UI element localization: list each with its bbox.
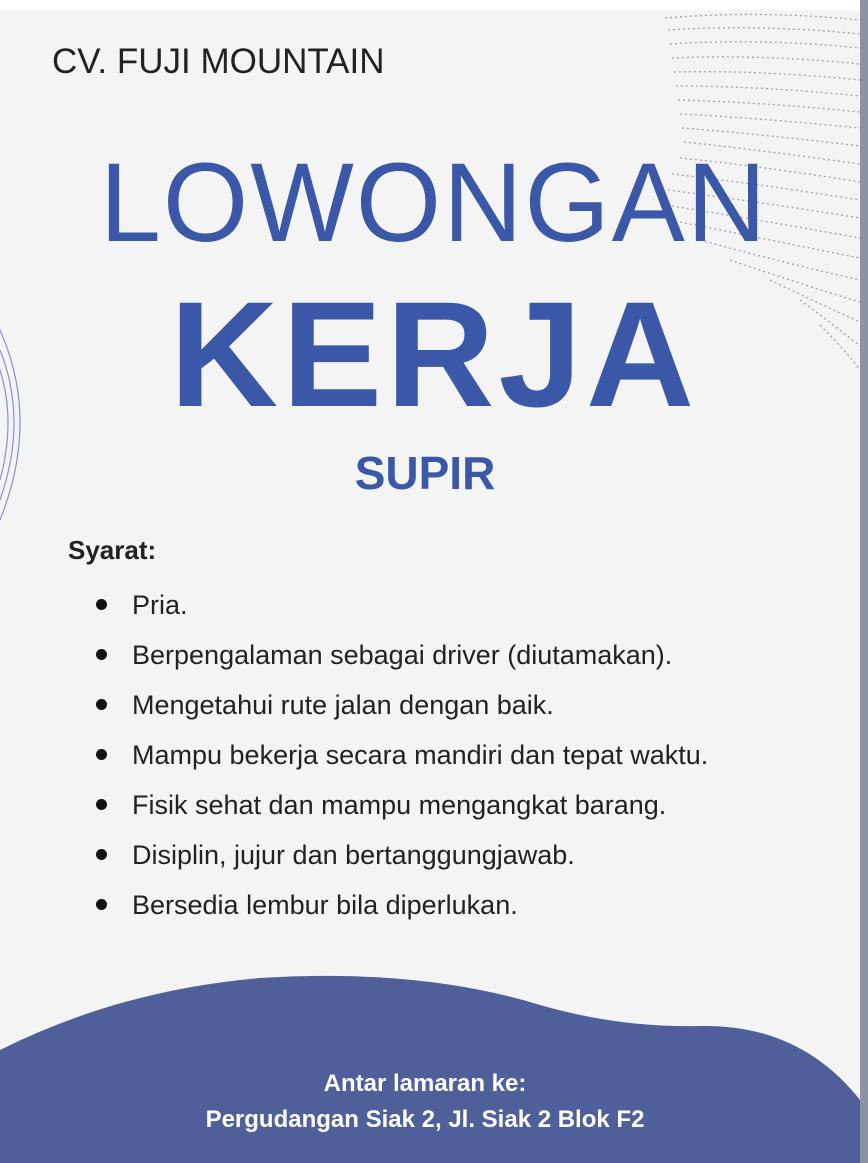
bullet-icon: [96, 699, 107, 710]
requirement-text: Fisik sehat dan mampu mengangkat barang.: [132, 790, 667, 820]
requirements-list: [100, 585, 708, 935]
requirements-heading: Syarat:: [68, 535, 157, 565]
list-item: [100, 735, 708, 785]
requirement-text: Mengetahui rute jalan dengan baik.: [132, 690, 554, 720]
headline-kerja: KERJA: [169, 270, 699, 438]
bullet-icon: [96, 599, 107, 610]
list-item: [100, 835, 708, 885]
list-item: [100, 635, 708, 685]
bullet-icon: [96, 799, 107, 810]
footer-address: Pergudangan Siak 2, Jl. Siak 2 Blok F2: [205, 1106, 645, 1133]
requirement-text: Disiplin, jujur dan bertanggungjawab.: [132, 840, 575, 870]
bullet-icon: [96, 749, 107, 760]
job-position: SUPIR: [354, 447, 496, 499]
requirement-text: Bersedia lembur bila diperlukan.: [132, 890, 518, 920]
list-item: [100, 685, 708, 735]
bullet-icon: [96, 849, 107, 860]
footer-label: Antar lamaran ke:: [323, 1070, 527, 1097]
bullet-icon: [96, 899, 107, 910]
list-item: [100, 585, 708, 635]
requirement-text: Pria.: [132, 590, 188, 620]
list-item: [100, 885, 708, 935]
company-name: CV. FUJI MOUNTAIN: [52, 42, 385, 81]
right-edge-strip: [860, 0, 868, 1163]
bullet-icon: [96, 649, 107, 660]
list-item: [100, 785, 708, 835]
requirement-text: Berpengalaman sebagai driver (diutamakan).: [132, 640, 673, 670]
requirement-text: Mampu bekerja secara mandiri dan tepat waktu.: [132, 740, 709, 770]
headline-lowongan: LOWONGAN: [99, 140, 769, 265]
